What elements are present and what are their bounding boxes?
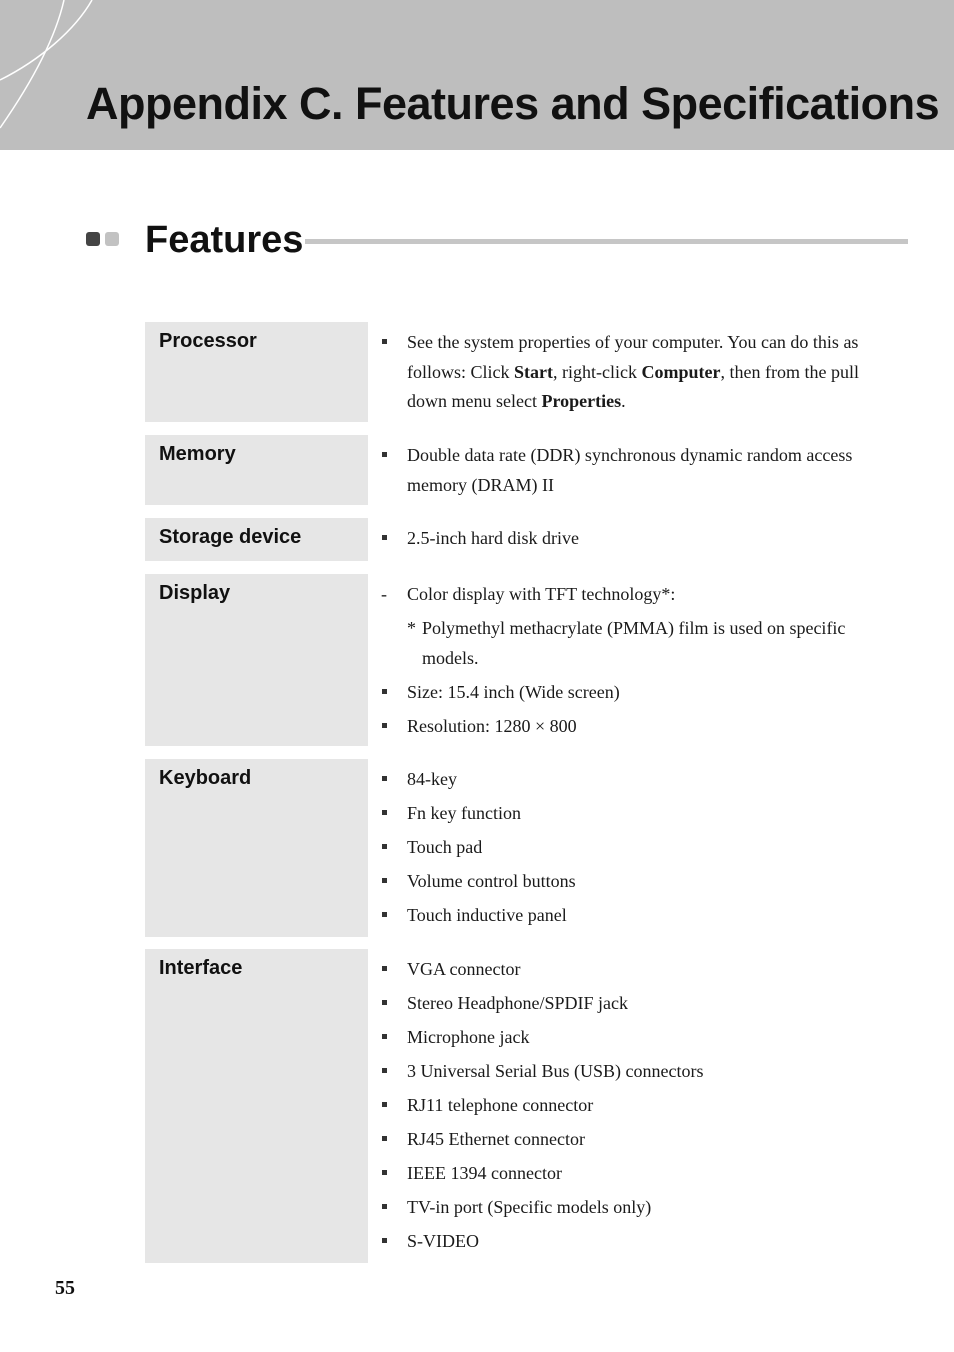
feature-item-text: Volume control buttons	[407, 871, 576, 891]
feature-item-text: Stereo Headphone/SPDIF jack	[407, 993, 628, 1013]
feature-item-text: Fn key function	[407, 803, 521, 823]
feature-item-text: 3 Universal Serial Bus (USB) connectors	[407, 1061, 704, 1081]
feature-item-text: .	[621, 391, 626, 411]
feature-row-processor	[145, 322, 905, 422]
feature-item-text: Touch pad	[407, 837, 483, 857]
feature-label-cell	[145, 574, 368, 746]
dash-bullet-icon: -	[381, 584, 387, 604]
feature-label: Display	[159, 582, 231, 604]
feature-item	[381, 955, 901, 985]
feature-label: Storage device	[159, 526, 302, 548]
square-bullet-icon	[382, 535, 387, 540]
square-bullet-icon	[382, 1034, 387, 1039]
feature-item	[381, 901, 901, 931]
feature-item-emphasis: Start	[514, 361, 553, 382]
square-bullet-icon	[382, 912, 387, 917]
page-number: 55	[55, 1277, 75, 1299]
feature-item	[381, 1125, 901, 1155]
feature-item	[381, 328, 901, 417]
feature-item	[381, 678, 901, 708]
section-marker-icon-light	[105, 232, 119, 246]
section-title: Features	[145, 219, 304, 261]
feature-item-text: RJ11 telephone connector	[407, 1095, 594, 1115]
square-bullet-icon	[382, 1204, 387, 1209]
square-bullet-icon	[382, 339, 387, 344]
feature-label: Processor	[159, 330, 257, 352]
feature-item-text: Polymethyl methacrylate (PMMA) film is used on specific models.	[422, 618, 846, 668]
feature-item-text: See the system properties of your computer. You can do this as follows: Click	[407, 332, 859, 382]
feature-item-text: Color display with TFT technology*:	[407, 584, 676, 604]
square-bullet-icon	[382, 1238, 387, 1243]
feature-item-emphasis: Properties	[541, 391, 622, 411]
feature-item	[381, 1159, 901, 1189]
feature-item	[381, 867, 901, 897]
feature-item	[381, 441, 901, 500]
feature-item	[381, 1227, 901, 1257]
feature-item-text: S-VIDEO	[407, 1231, 479, 1251]
feature-row-memory	[145, 435, 905, 505]
asterisk-note-icon: *	[407, 618, 416, 638]
square-bullet-icon	[382, 1136, 387, 1141]
square-bullet-icon	[382, 1000, 387, 1005]
square-bullet-icon	[382, 776, 387, 781]
feature-item	[381, 989, 901, 1019]
feature-row-storage-device	[145, 518, 905, 561]
feature-items	[381, 328, 901, 421]
feature-item	[381, 765, 901, 795]
feature-label: Interface	[159, 957, 243, 979]
feature-item	[381, 1193, 901, 1223]
feature-item-text: , then from the pull down menu select	[407, 361, 859, 411]
section-marker-icon	[86, 232, 100, 246]
chapter-banner	[0, 0, 954, 150]
square-bullet-icon	[382, 810, 387, 815]
feature-item-text: IEEE 1394 connector	[407, 1163, 562, 1183]
feature-items	[381, 441, 901, 505]
feature-item	[381, 799, 901, 829]
feature-item-text: Resolution: 1280 × 800	[407, 715, 577, 736]
square-bullet-icon	[382, 1068, 387, 1073]
feature-item-text: VGA connector	[407, 959, 521, 979]
feature-item	[381, 712, 901, 742]
section-header	[86, 218, 908, 266]
feature-item-text: Double data rate (DDR) synchronous dynamic random access memory (DRAM) II	[407, 445, 853, 495]
chapter-title: Appendix C. Features and Specifications	[86, 78, 940, 129]
feature-items	[381, 765, 901, 935]
feature-item	[381, 524, 901, 554]
feature-label: Keyboard	[159, 767, 252, 789]
feature-item	[381, 833, 901, 863]
feature-label-cell	[145, 435, 368, 505]
feature-item-text: TV-in port (Specific models only)	[407, 1197, 652, 1217]
square-bullet-icon	[382, 452, 387, 457]
square-bullet-icon	[382, 966, 387, 971]
square-bullet-icon	[382, 1170, 387, 1175]
feature-item-text: 2.5-inch hard disk drive	[407, 528, 579, 548]
feature-row-interface	[145, 949, 905, 1263]
feature-item-text: , right-click	[553, 361, 642, 382]
feature-item-text: Microphone jack	[407, 1027, 530, 1047]
feature-item	[381, 614, 901, 673]
feature-items	[381, 524, 901, 558]
feature-row-display	[145, 574, 905, 746]
feature-item	[381, 1057, 901, 1087]
feature-label-cell	[145, 949, 368, 1263]
feature-row-keyboard	[145, 759, 905, 937]
feature-label: Memory	[159, 443, 236, 465]
feature-item-text: 84-key	[407, 769, 457, 789]
feature-item-text: Size: 15.4 inch (Wide screen)	[407, 681, 620, 702]
square-bullet-icon	[382, 878, 387, 883]
feature-label-cell	[145, 518, 368, 561]
feature-item-emphasis: Computer	[641, 361, 721, 382]
feature-label-cell	[145, 759, 368, 937]
feature-item-text: RJ45 Ethernet connector	[407, 1129, 585, 1149]
feature-item	[381, 1091, 901, 1121]
feature-label-cell	[145, 322, 368, 422]
feature-item	[381, 580, 901, 610]
square-bullet-icon	[382, 1102, 387, 1107]
square-bullet-icon	[382, 844, 387, 849]
square-bullet-icon	[382, 723, 387, 728]
feature-items	[381, 580, 901, 746]
square-bullet-icon	[382, 689, 387, 694]
feature-item-text: Touch inductive panel	[407, 905, 567, 925]
feature-item	[381, 1023, 901, 1053]
feature-items	[381, 955, 901, 1261]
section-rule	[305, 239, 908, 244]
